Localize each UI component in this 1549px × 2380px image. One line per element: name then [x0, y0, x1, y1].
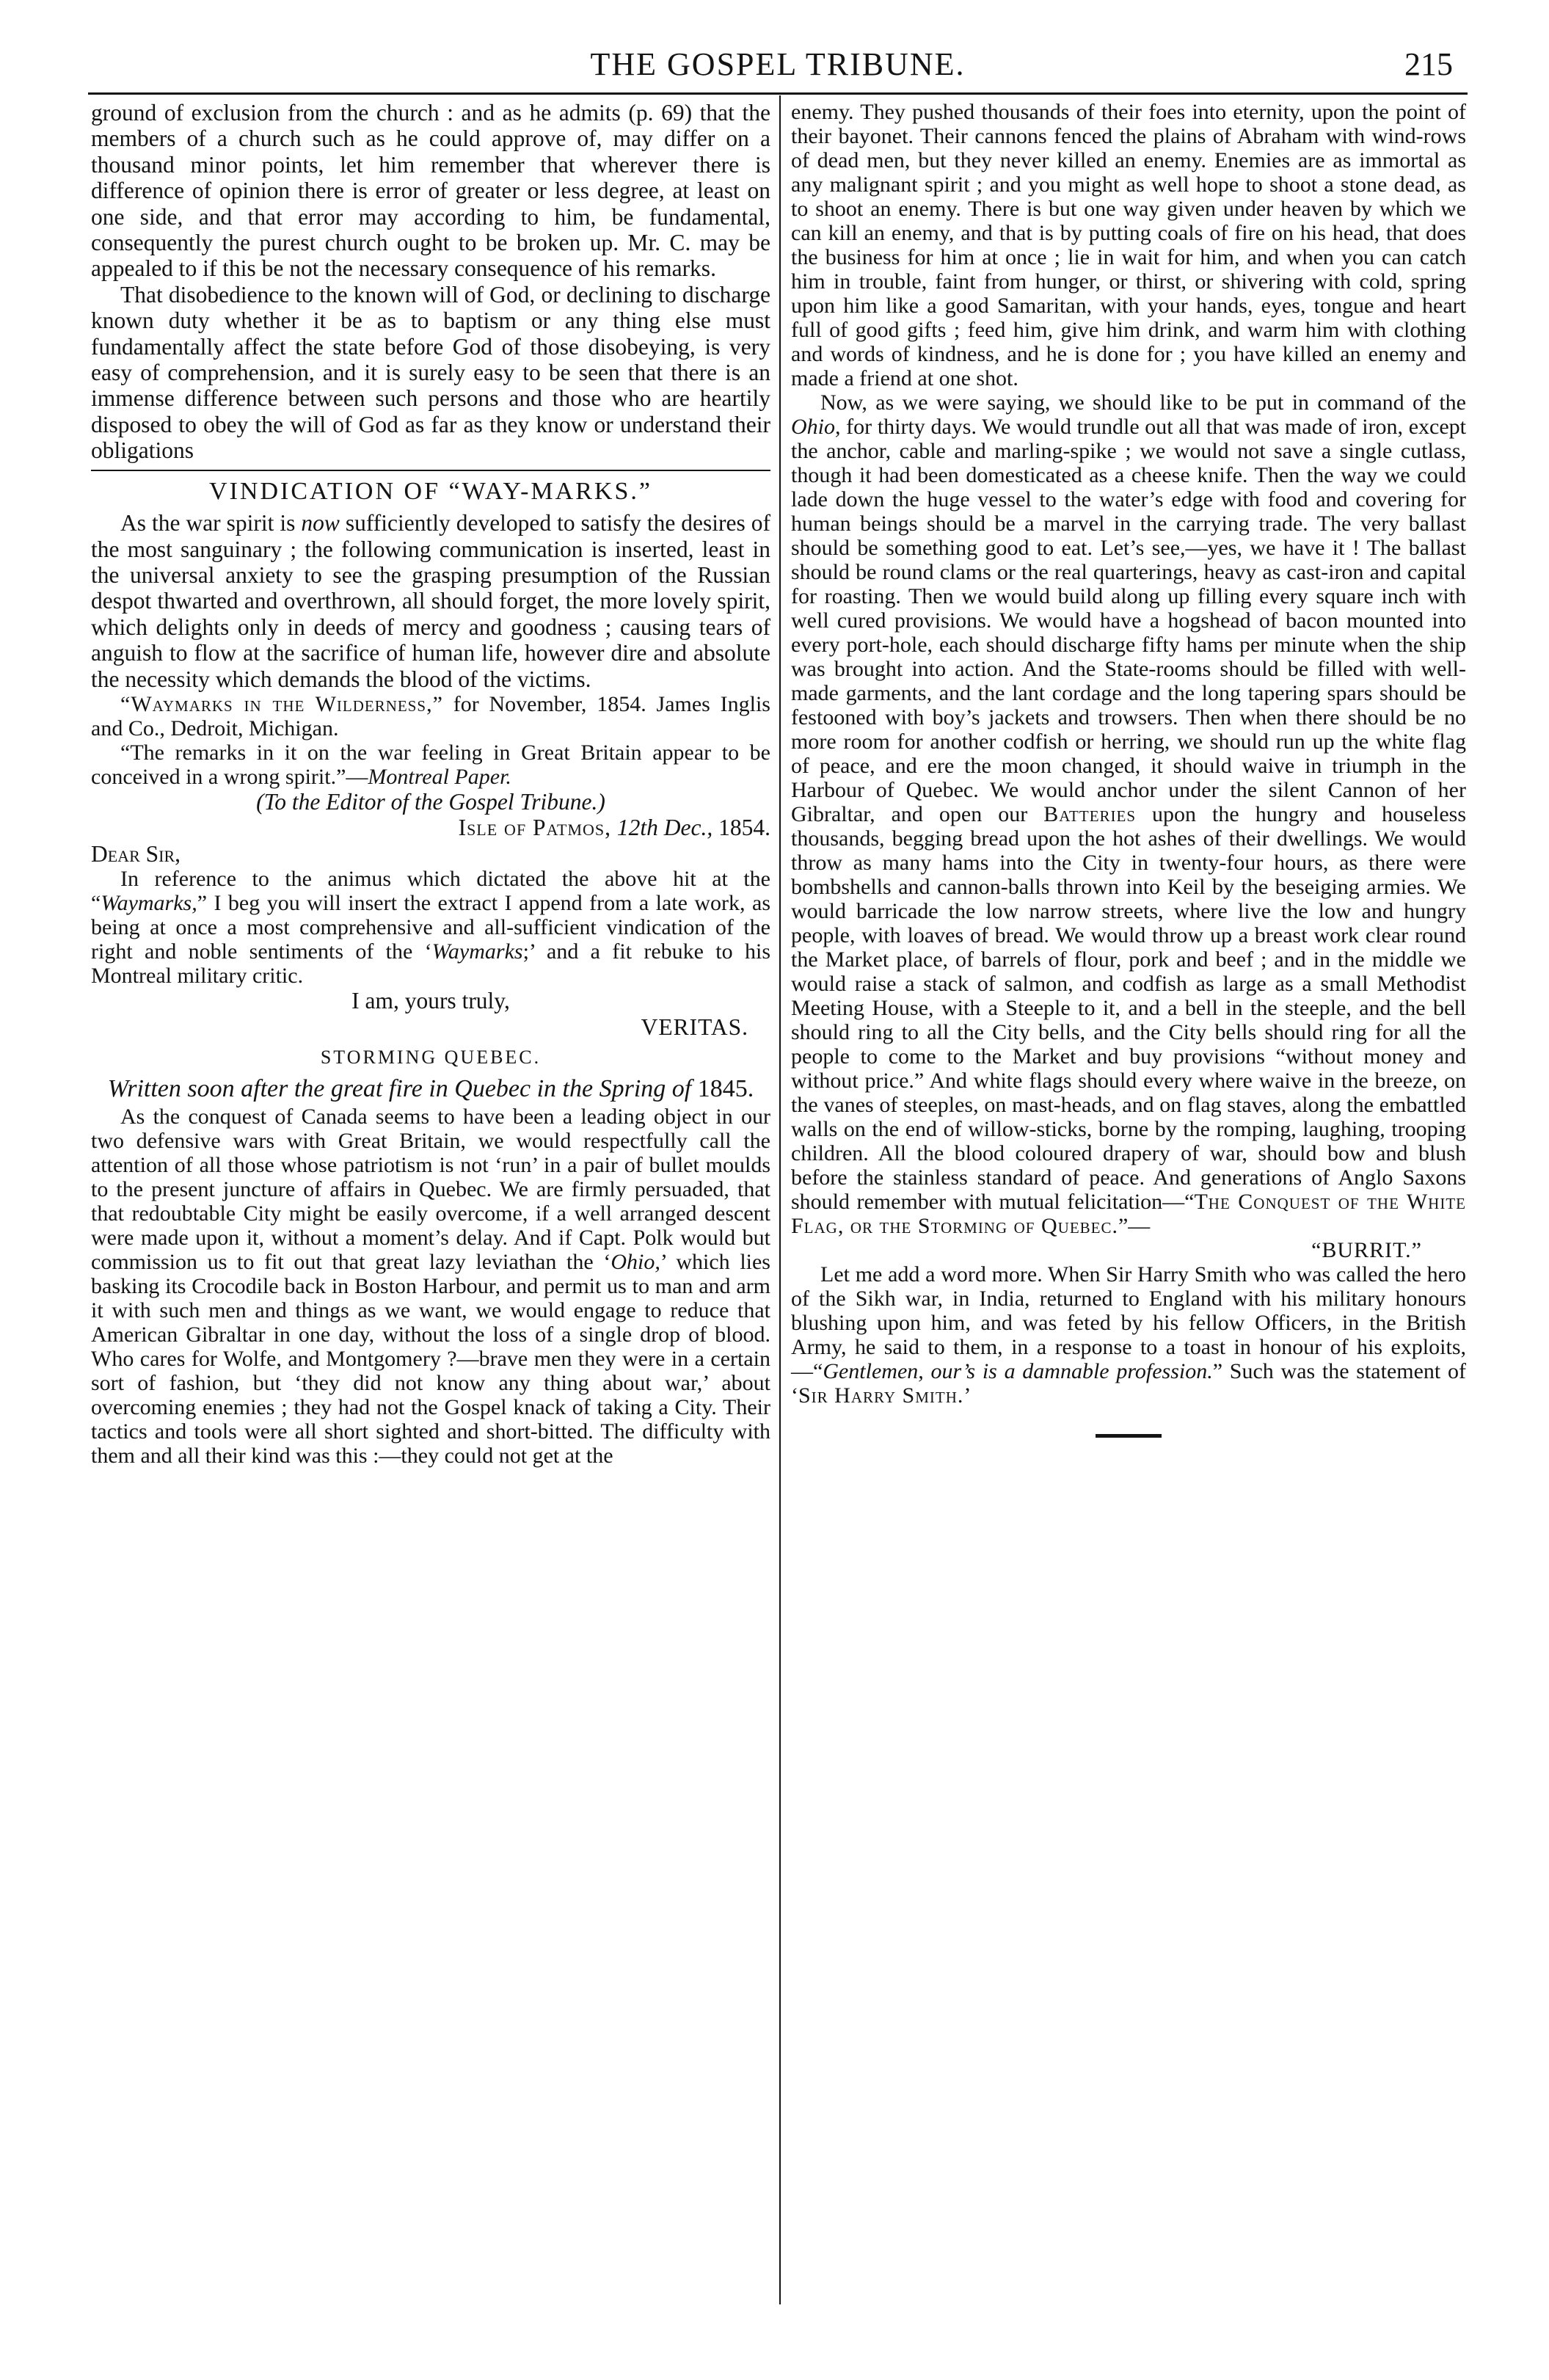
- batteries-word: Batteries: [1043, 802, 1137, 826]
- dateline-year: 1854.: [718, 815, 770, 841]
- salutation: Dear Sir,: [91, 840, 181, 867]
- editor-line: (To the Editor of the Gospel Tribune.): [256, 788, 605, 815]
- right-column: [791, 100, 1466, 1438]
- smith-text-b: ” Such was the statement of ‘: [791, 1359, 1466, 1408]
- letter-text-c: ;’ and a fit rebuke to his Montreal military critic.: [91, 939, 771, 989]
- ohio-text-a: Now, as we were saying, we should like to be put in command of the: [820, 390, 1466, 415]
- paragraph-ohio-command: [791, 390, 1466, 1238]
- quote-montreal-source: Montreal Paper.: [368, 764, 511, 789]
- written-note-text: Written soon after the great fire in Quebec in the Spring of: [107, 1075, 692, 1103]
- paragraph-disobedience: That disobedience to the known will of God, or declining to discharge known duty whether it be as to baptism or any thing else must fundamentally affect the state before God of those disobeying, is very easy of comprehension, and it is surely easy to be seen that there is an immense difference between such persons and those who are heartily disposed to obey the will of God as far as they know or understand their obligations: [91, 281, 770, 464]
- section-rule: [91, 470, 770, 471]
- intro-emphasis: now: [301, 510, 340, 536]
- smith-name: Sir Harry Smith.: [798, 1383, 964, 1408]
- letter-closing: I am, yours truly,: [351, 988, 510, 1014]
- letter-em-2: Waymarks: [431, 939, 523, 964]
- section-title: VINDICATION OF “WAY-MARKS.”: [209, 477, 652, 505]
- ohio-name: Ohio,: [791, 415, 841, 439]
- article-subtitle: STORMING QUEBEC.: [320, 1046, 542, 1068]
- ohio-text-d: ”—: [1118, 1214, 1151, 1238]
- smith-text-a: Let me add a word more. When Sir Harry Smith who was called the hero of the Sikh war, in India, returned to England with his military honours blushing upon him, and was feted by his fellow Officers, in the British Army, he said to them, in a response to a toast in honour of his exploits,—“: [791, 1262, 1466, 1383]
- dateline-place: Isle of Patmos,: [458, 815, 612, 841]
- dateline-day: 12th Dec.,: [616, 815, 713, 841]
- storming-text-a: As the conquest of Canada seems to have been a leading object in our two defensive wars with Great Britain, we would respectfully call the attention of all those whose patriotism is not ‘run’ in a pair of bullet moulds to the present juncture of affairs in Quebec. We are firmly persuaded, that that redoubtable City might be easily overcome, if a well arranged descent were made upon it, without a moment’s delay. And if Capt. Polk would but commission us to fit out that great lazy leviathan the ‘: [91, 1105, 770, 1275]
- intro-paragraph: [91, 510, 770, 692]
- quote-waymarks: [91, 692, 770, 740]
- quote-montreal-text: “The remarks in it on the war feeling in Great Britain appear to be conceived in a wrong spirit.”—: [91, 740, 770, 789]
- quote-waymarks-rest: for November, 1854. James Inglis and Co., Dedroit, Michigan.: [91, 691, 770, 740]
- column-divider: [779, 95, 781, 2304]
- letter-text-b: ” I beg you will insert the extract I append from a late work, as being at once a most comprehensive and all-sufficient vindication of the right and noble sentiments of the ‘: [91, 891, 770, 964]
- page-title: THE GOSPEL TRIBUNE.: [590, 46, 966, 82]
- letter-signature: VERITAS.: [641, 1013, 748, 1040]
- paragraph-continuation: ground of exclusion from the church : and as he admits (p. 69) that the members of a church such as he could approve of, may differ on a thousand minor points, let him remember that wherever there is difference of opinion there is error of greater or less degree, at least on one side, and that error may according to him, be fundamental, consequently the purest church ought to be broken up. Mr. C. may be appealed to if this be not the necessary consequence of his remarks.: [91, 100, 770, 282]
- running-head: [88, 46, 1468, 90]
- intro-text-b: sufficiently developed to satisfy the desires of the most sanguinary ; the following communication is inserted, least in the universal anxiety to see the grasping presumption of the Russian despot thwarted and overthrown, all should forget, the more lovely spirit, which delights only in deeds of mercy and goodness ; causing tears of anguish to flow at the sacrifice of human life, however dire and absolute the necessity which demands the blood of the victims.: [91, 510, 770, 692]
- dateline: [91, 815, 770, 840]
- article-written-note: [91, 1076, 770, 1102]
- letter-em-1: Waymarks,: [101, 891, 197, 916]
- written-note-year: 1845.: [697, 1075, 754, 1103]
- quote-waymarks-title: “Waymarks in the Wilderness,”: [120, 691, 443, 716]
- storming-ohio: Ohio,: [611, 1250, 660, 1275]
- ohio-text-b: for thirty days. We would trundle out all that was made of iron, except the anchor, cable and marling-spike ; we would not save a single cutlass, though it had been domesticated as a cheese knife. Then the way we could lade down the huge vessel to the water’s edge with food and covering for human beings should be a marvel in the carrying trade. The very ballast should be something good to eat. Let’s see,—yes, we have it ! The ballast should be round clams or the real quarterings, heavy as cast-iron and capital for roasting. Then we would build along up filling every square inch with well cured provisions. We would have a hogshead of bacon mounted into every port-hole, each should discharge fifty hams per minute when the ship was brought into action. And the State-rooms should be filled with well-made garments, and the lant cordage and the long tapering spars should be festooned with boy’s jackets and trowsers. Then when there should be no more room for another codfish or herring, we should run up the white flag of peace, and ere the moon changed, it should waive in triumph in the Harbour of Quebec. We would anchor under the silent Cannon of her Gibraltar, and open our: [791, 415, 1466, 826]
- storming-text-b: ’ which lies basking its Crocodile back in Boston Harbour, and permit us to man and arm it with such men and things as we want, we would engage to reduce that American Gibraltar in one day, without the loss of a single drop of blood. Who cares for Wolfe, and Montgomery ?—brave men they were in a certain sort of fashion, but ‘they did not know any thing about war,’ about overcoming enemies ; they had not the Gospel knack of taking a City. Their tactics and tools were all short sighted and short-bitted. The difficulty with them and all their kind was this :—they could not get at the: [91, 1250, 770, 1469]
- smith-text-c: ’: [963, 1383, 972, 1408]
- intro-text-a: As the war spirit is: [120, 510, 302, 536]
- page-number: 215: [1404, 46, 1453, 82]
- paragraph-harry-smith: [791, 1262, 1466, 1408]
- storming-paragraph: [91, 1105, 770, 1468]
- paragraph-enemy: enemy. They pushed thousands of their foes into eternity, upon the point of their bayonet. Their cannons fenced the plains of Abraham with wind-rows of dead men, but they never killed an enemy. Enemies are as immortal as any malignant spirit ; and you might as well hope to shoot a stone dead, as to shoot an enemy. There is but one way given under heaven by which we can kill an enemy, and that is by putting coals of fire on his head, that does the business for him at once ; lie in wait for him, and when you can catch him in trouble, faint from hunger, or thirst, or shivering with cold, spring upon him like a good Samaritan, with your hands, eyes, tongue and heart full of good gifts ; feed him, give him drink, and warm him with clothing and words of kindness, and he is done for ; you have killed an enemy and made a friend at one shot.: [791, 100, 1466, 390]
- burrit-signoff: “BURRIT.”: [1311, 1238, 1422, 1262]
- letter-text-a: In reference to the animus which dictated the above hit at the “: [91, 867, 770, 916]
- quote-montreal: [91, 740, 770, 789]
- smith-quote: Gentlemen, our’s is a damnable profession.: [823, 1359, 1213, 1383]
- header-rule: [88, 92, 1468, 95]
- letter-body: [91, 867, 770, 988]
- left-column: [91, 100, 770, 1468]
- end-rule: [1096, 1434, 1162, 1438]
- ohio-text-c: upon the hungry and houseless thousands, begging bread upon the hot ashes of their dwellings. We would throw as many hams into the City in twenty-four hours, as there were bombshells and cannon-balls thrown into Keil by the beseiging armies. We would barricade the low narrow streets, where live the low and hungry people, with loaves of bread. We would throw up a breast work clear round the Market place, of barrels of flour, pork and beef ; and in the middle we would raise a stack of salmon, and codfish as large as a small Methodist Meeting House, with a Steeple to it, and a bell in the steeple, and the bell should ring to all the City bells, and the City bells should ring for all the people to come to the Market and buy provisions “without money and without price.” And white flags should every where waive in the breeze, on the vanes of steeples, on mast-heads, and on flag staves, along the embattled walls on the end of willow-sticks, borne by the romping, laughing, trooping children. All the blood coloured drapery of war, should bow and blush before the stainless standard of peace. And generations of Anglo Saxons should remember with mutual felicitation—“: [791, 802, 1466, 1214]
- white-flag-title: The Conquest of the White Flag, or the Storming of Quebec.: [791, 1190, 1466, 1238]
